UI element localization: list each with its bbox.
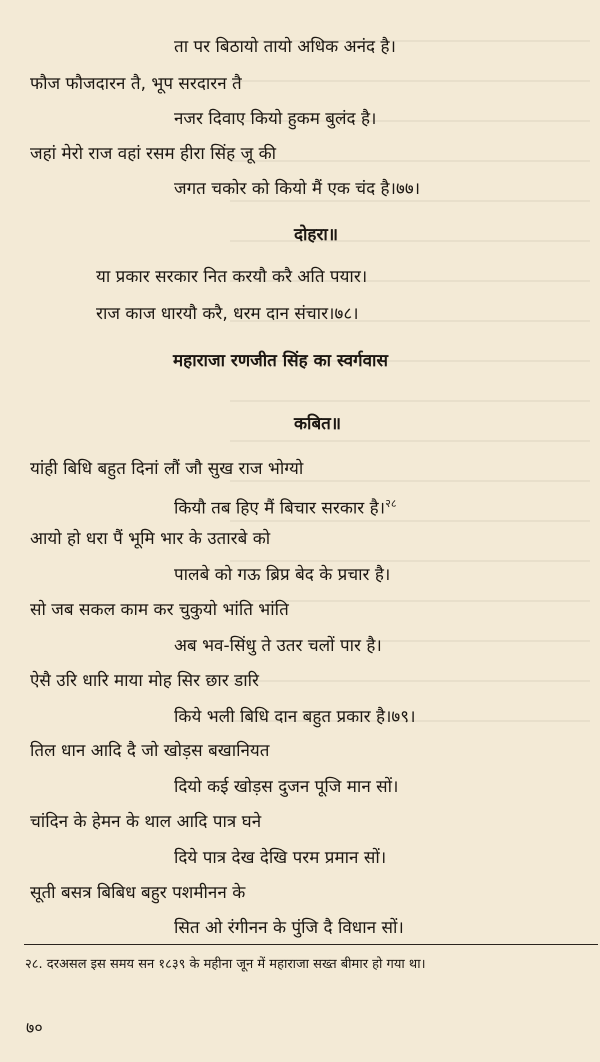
section-title: महाराजा रणजीत सिंह का स्वर्गवास bbox=[173, 351, 388, 371]
verse-line: ऐसै उरि धारि माया मोह सिर छार डारि bbox=[30, 671, 260, 691]
verse-line: राज काज धारयौ करै, धरम दान संचार।७८। bbox=[96, 304, 359, 324]
verse-line: दिये पात्र देख देखि परम प्रमान सों। bbox=[174, 848, 387, 868]
verse-line: नजर दिवाए कियो हुकम बुलंद है। bbox=[174, 109, 377, 129]
verse-line: दियो कई खोड़स दुजन पूजि मान सों। bbox=[174, 777, 399, 797]
verse-line: तिल धान आदि दै जो खोड़स बखानियत bbox=[30, 741, 270, 761]
verse-line: आयो हो धरा पैं भूमि भार के उतारबे को bbox=[30, 529, 271, 549]
verse-line: किये भली बिधि दान बहुत प्रकार है।७९। bbox=[174, 707, 416, 727]
verse-line: सित ओ रंगीनन के पुंजि दै विधान सों। bbox=[174, 918, 404, 938]
verse-line: कियौ तब हिए मैं बिचार सरकार है।$^{२८}$ bbox=[174, 497, 397, 519]
verse-line: जहां मेरो राज वहां रसम हीरा सिंह जू की bbox=[30, 144, 277, 164]
verse-line: पालबे को गऊ ब्रिप्र बेद के प्रचार है। bbox=[174, 565, 391, 585]
verse-line: चांदिन के हेमन के थाल आदि पात्र घने bbox=[30, 812, 262, 832]
verse-line: यांही बिधि बहुत दिनां लौं जौ सुख राज भोग्यो bbox=[30, 459, 304, 479]
page-number: ७० bbox=[26, 1018, 43, 1037]
footnote: २८. दरअसल इस समय सन १८३९ के महीना जून में महाराजा सख्त बीमार हो गया था। bbox=[25, 957, 426, 972]
footnote-marker: २८ bbox=[385, 497, 397, 510]
verse-line: जगत चकोर को कियो मैं एक चंद है।७७। bbox=[174, 179, 421, 199]
doha-heading: दोहरा॥ bbox=[294, 225, 338, 245]
kabit-heading: कबित॥ bbox=[294, 414, 342, 434]
verse-line: या प्रकार सरकार नित करयौ करै अति पयार। bbox=[96, 267, 368, 287]
verse-line: ता पर बिठायो तायो अधिक अनंद है। bbox=[174, 37, 396, 57]
verse-line: फौज फौजदारन तै, भूप सरदारन तै bbox=[30, 74, 242, 94]
verse-line: सो जब सकल काम कर चुकुयो भांति भांति bbox=[30, 600, 289, 620]
verse-line: सूती बसत्र बिबिध बहुर पशमीनन के bbox=[30, 883, 246, 903]
footnote-divider bbox=[24, 944, 598, 945]
verse-line: अब भव-सिंधु ते उतर चलों पार है। bbox=[174, 636, 382, 656]
